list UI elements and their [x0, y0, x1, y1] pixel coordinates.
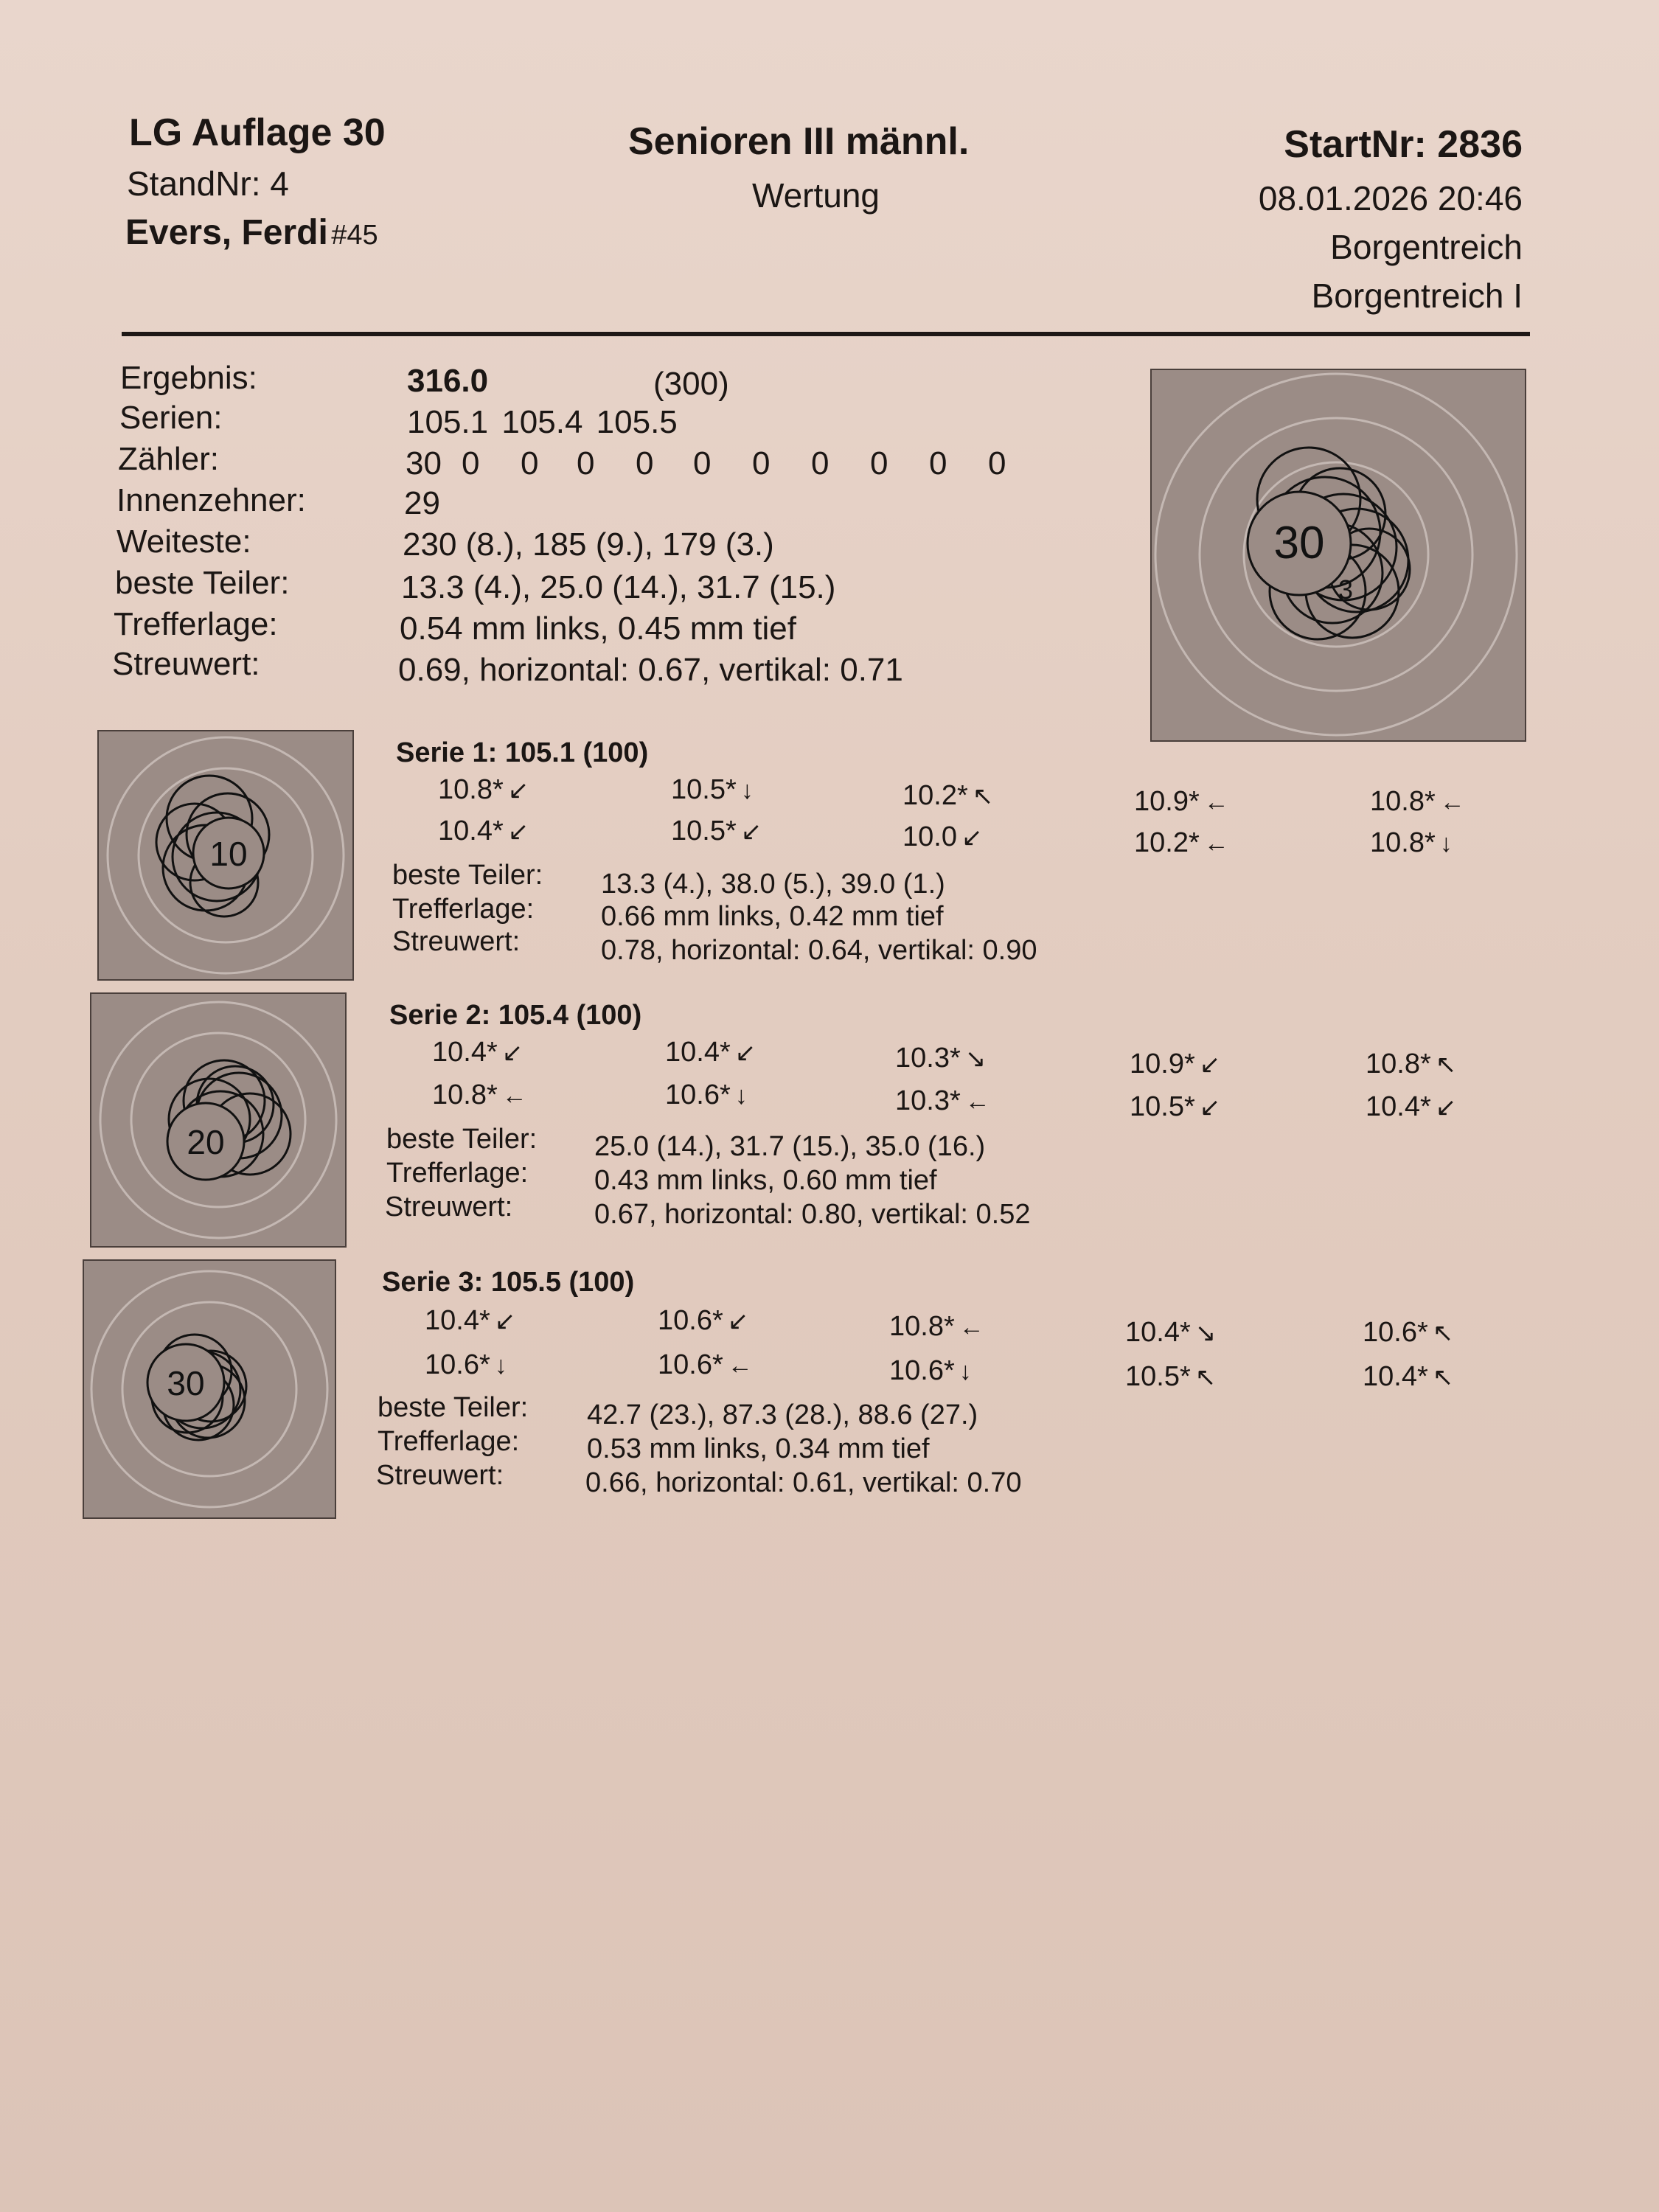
label-beste-teiler: beste Teiler:	[115, 565, 290, 601]
series-3-label-treffer: Trefferlage:	[378, 1426, 520, 1457]
series-1-hit-position: 0.66 mm links, 0.42 mm tief	[601, 901, 944, 932]
summary-target	[1150, 369, 1526, 742]
shot-value	[889, 1355, 972, 1387]
series-results: 105.1 105.4 105.5	[407, 404, 678, 440]
shot-value	[1366, 1048, 1456, 1080]
shot-direction-icon: ←	[1439, 788, 1465, 816]
shot-direction-icon: ↓	[494, 1352, 507, 1380]
shot-score: 10.8*	[1370, 786, 1436, 817]
shot-direction-icon: ↙	[1199, 1093, 1221, 1121]
counter-value: 0	[577, 445, 595, 481]
scoring-mode: Wertung	[752, 176, 880, 215]
shot-direction-icon: ↓	[734, 1082, 748, 1110]
shot-value	[1125, 1361, 1216, 1393]
series-3-best-divisors: 42.7 (23.), 87.3 (28.), 88.6 (27.)	[587, 1399, 978, 1430]
farthest-shots: 230 (8.), 185 (9.), 179 (3.)	[403, 526, 774, 563]
shot-value	[889, 1311, 984, 1343]
series-2-title: Serie 2: 105.4 (100)	[389, 1000, 642, 1031]
shot-direction-icon: ←	[1203, 788, 1229, 816]
shot-score: 10.8*	[432, 1079, 498, 1110]
shot-direction-icon: ↘	[964, 1045, 987, 1073]
category-title: Senioren III männl.	[628, 120, 970, 163]
counter-value: 0	[929, 445, 947, 481]
result-total: 316.0	[407, 363, 489, 399]
shot-score: 10.2*	[1134, 827, 1200, 858]
shot-score: 10.6*	[658, 1305, 723, 1336]
counter-value: 0	[988, 445, 1006, 481]
shot-direction-icon: ↖	[1432, 1363, 1454, 1391]
stand-number: StandNr: 4	[127, 164, 289, 203]
shot-value	[895, 1085, 990, 1117]
series-1-target	[97, 730, 354, 981]
series-2-best-divisors: 25.0 (14.), 31.7 (15.), 35.0 (16.)	[594, 1131, 986, 1162]
shot-score: 10.6*	[1363, 1317, 1428, 1348]
series-2-label-teiler: beste Teiler:	[386, 1124, 538, 1155]
start-number: StartNr: 2836	[1284, 123, 1523, 166]
series-3-label-streu: Streuwert:	[376, 1460, 504, 1491]
shot-direction-icon: ↓	[740, 776, 754, 804]
shot-value	[425, 1349, 507, 1381]
counter-value: 0	[693, 445, 712, 481]
shot-score: 10.5*	[1125, 1361, 1191, 1392]
shot-direction-icon: ↙	[734, 1039, 757, 1067]
series-2-label-streu: Streuwert:	[385, 1192, 513, 1222]
label-trefferlage: Trefferlage:	[114, 606, 278, 642]
shot-score: 10.9*	[1134, 786, 1200, 817]
shot-value	[438, 815, 529, 847]
shot-direction-icon: ↙	[501, 1039, 524, 1067]
shot-score: 10.6*	[425, 1349, 490, 1380]
shot-value	[1134, 786, 1229, 818]
series-1-label-teiler: beste Teiler:	[392, 860, 543, 891]
shot-score: 10.8*	[438, 774, 504, 805]
shot-direction-icon: ↙	[1199, 1051, 1221, 1079]
series-2-target	[90, 992, 347, 1248]
shot-direction-icon: ↓	[959, 1357, 972, 1385]
summary-target-label: 30	[1273, 518, 1325, 568]
summary-target-inner-digit: 3	[1338, 574, 1354, 605]
discipline-title: LG Auflage 30	[129, 111, 386, 154]
shot-score: 10.5*	[671, 815, 737, 846]
shot-value	[1370, 827, 1453, 859]
shot-direction-icon: ↙	[727, 1307, 749, 1335]
shot-value	[432, 1079, 527, 1111]
shot-value	[895, 1043, 986, 1074]
series-1-label-treffer: Trefferlage:	[392, 894, 535, 925]
shot-score: 10.4*	[665, 1037, 731, 1068]
date-time: 08.01.2026 20:46	[1258, 179, 1523, 218]
shot-direction-icon: ↖	[1194, 1363, 1217, 1391]
series-3-label-teiler: beste Teiler:	[378, 1392, 529, 1423]
series-1-spread: 0.78, horizontal: 0.64, vertikal: 0.90	[601, 935, 1037, 966]
shot-score: 10.6*	[889, 1355, 955, 1386]
shot-score: 10.4*	[425, 1305, 490, 1336]
shot-value	[432, 1037, 523, 1068]
series-3-spread: 0.66, horizontal: 0.61, vertikal: 0.70	[585, 1467, 1022, 1498]
shot-value	[1363, 1361, 1453, 1393]
series-3-target	[83, 1259, 336, 1519]
shooter-name: Evers, Ferdi	[125, 213, 328, 252]
shot-score: 10.3*	[895, 1085, 961, 1116]
shot-value	[425, 1305, 515, 1337]
shot-score: 10.5*	[1130, 1091, 1195, 1122]
counter-value: 0	[636, 445, 654, 481]
shot-score: 10.3*	[895, 1043, 961, 1074]
shot-score: 10.4*	[432, 1037, 498, 1068]
series-1-label-streu: Streuwert:	[392, 926, 521, 957]
shot-direction-icon: ←	[727, 1352, 753, 1380]
series-2-hit-position: 0.43 mm links, 0.60 mm tief	[594, 1165, 937, 1196]
team-name: Borgentreich I	[1311, 276, 1523, 315]
shot-value	[658, 1305, 748, 1337]
series-3-title: Serie 3: 105.5 (100)	[382, 1267, 635, 1298]
label-serien: Serien:	[119, 400, 223, 436]
shot-value	[1130, 1048, 1220, 1080]
shot-score: 10.8*	[1370, 827, 1436, 858]
shot-value	[665, 1079, 748, 1111]
shot-value	[658, 1349, 753, 1381]
shot-direction-icon: ↙	[507, 818, 529, 846]
counter-value: 0	[521, 445, 539, 481]
shooter-name-block	[125, 212, 378, 253]
shot-score: 10.4*	[1125, 1317, 1191, 1348]
label-ergebnis: Ergebnis:	[120, 360, 257, 396]
shot-score: 10.5*	[671, 774, 737, 805]
label-streuwert: Streuwert:	[112, 646, 260, 682]
series-2-target-label: 20	[187, 1123, 225, 1161]
series-2-label-treffer: Trefferlage:	[386, 1158, 529, 1189]
label-innenzehner: Innenzehner:	[116, 482, 306, 518]
shot-direction-icon: ↙	[961, 824, 983, 852]
shot-value	[1125, 1317, 1216, 1349]
shot-direction-icon: ↙	[740, 818, 762, 846]
shot-score: 10.4*	[438, 815, 504, 846]
hit-position: 0.54 mm links, 0.45 mm tief	[400, 611, 796, 647]
shot-direction-icon: ↓	[1439, 830, 1453, 858]
shot-direction-icon: ←	[964, 1088, 990, 1116]
shot-direction-icon: ↖	[1435, 1051, 1457, 1079]
counter-value: 0	[462, 445, 480, 481]
series-3-target-label: 30	[167, 1364, 205, 1402]
counter-value: 30	[406, 445, 442, 481]
counter-value: 0	[870, 445, 888, 481]
shot-value	[671, 774, 754, 806]
shot-value	[1130, 1091, 1220, 1123]
shot-value	[665, 1037, 756, 1068]
shot-direction-icon: ↙	[494, 1307, 516, 1335]
label-weiteste: Weiteste:	[116, 524, 251, 560]
shot-score: 10.8*	[889, 1311, 955, 1342]
shot-value	[1363, 1317, 1453, 1349]
shot-direction-icon: ←	[1203, 830, 1229, 858]
shot-score: 10.0	[902, 821, 957, 852]
summary-target-graphic	[1152, 370, 1525, 740]
shooter-number: #45	[331, 220, 378, 251]
shot-score: 10.8*	[1366, 1048, 1431, 1079]
shot-direction-icon: ↙	[1435, 1093, 1457, 1121]
shot-value	[671, 815, 762, 847]
shot-score: 10.6*	[665, 1079, 731, 1110]
series-1-best-divisors: 13.3 (4.), 38.0 (5.), 39.0 (1.)	[601, 869, 945, 900]
spread-value: 0.69, horizontal: 0.67, vertikal: 0.71	[398, 652, 903, 688]
shot-direction-icon: ←	[959, 1313, 984, 1341]
shot-direction-icon: ↖	[972, 782, 994, 810]
counter-value: 0	[752, 445, 771, 481]
series-1-target-label: 10	[209, 835, 248, 873]
club-name: Borgentreich	[1330, 228, 1523, 266]
result-max: (300)	[653, 366, 729, 402]
series-2-spread: 0.67, horizontal: 0.80, vertikal: 0.52	[594, 1199, 1031, 1230]
shot-score: 10.4*	[1363, 1361, 1428, 1392]
shot-direction-icon: ↘	[1194, 1319, 1217, 1347]
counter-value: 0	[811, 445, 830, 481]
header-divider	[122, 332, 1530, 336]
shot-value	[1366, 1091, 1456, 1123]
shot-value	[902, 821, 982, 853]
best-divisors: 13.3 (4.), 25.0 (14.), 31.7 (15.)	[401, 569, 836, 605]
shot-value	[902, 780, 993, 812]
shot-value	[1134, 827, 1229, 859]
shot-score: 10.6*	[658, 1349, 723, 1380]
shot-value	[438, 774, 529, 806]
shot-score: 10.9*	[1130, 1048, 1195, 1079]
shot-direction-icon: ↙	[507, 776, 529, 804]
shot-direction-icon: ↖	[1432, 1319, 1454, 1347]
shot-direction-icon: ←	[501, 1082, 527, 1110]
series-3-hit-position: 0.53 mm links, 0.34 mm tief	[587, 1433, 930, 1464]
shot-score: 10.2*	[902, 780, 968, 811]
shot-value	[1370, 786, 1465, 818]
series-1-title: Serie 1: 105.1 (100)	[396, 737, 649, 768]
shot-score: 10.4*	[1366, 1091, 1431, 1122]
inner-tens-value: 29	[404, 485, 440, 521]
label-zaehler: Zähler:	[118, 441, 219, 477]
